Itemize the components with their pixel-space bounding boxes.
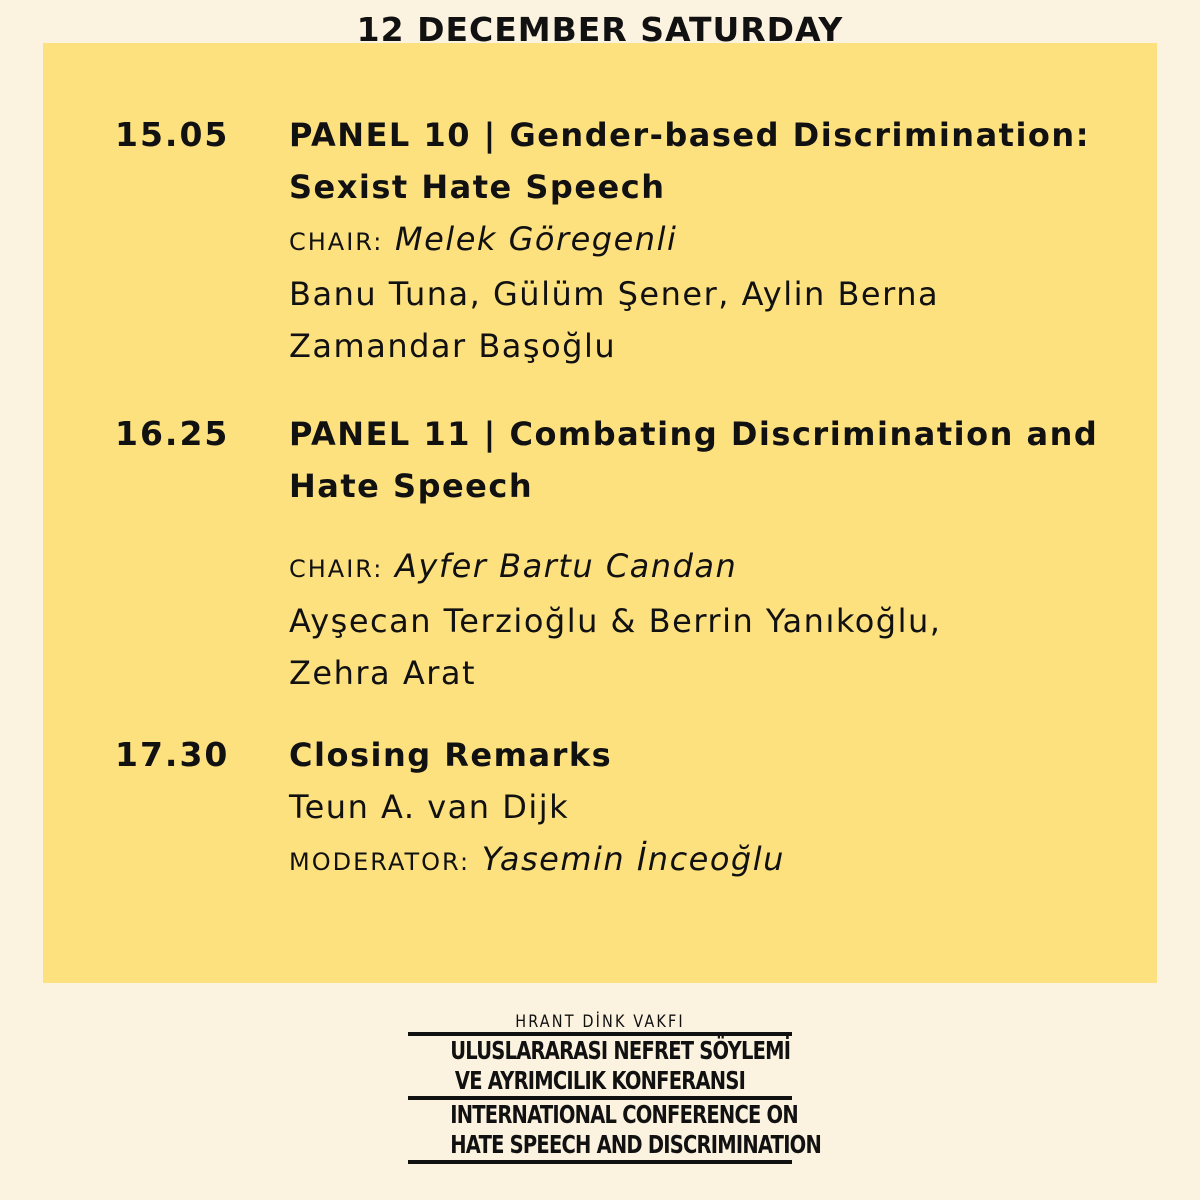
session-content <box>289 729 1109 888</box>
moderator-name: Yasemin İnceoğlu <box>481 840 785 878</box>
logo-org-name: HRANT DİNK VAKFI <box>515 1012 685 1032</box>
session-time: 15.05 <box>115 115 230 154</box>
logo-line-tr-1: ULUSLARARASI NEFRET SÖYLEMİ <box>450 1036 791 1065</box>
speakers-line1: Ayşecan Terzioğlu & Berrin Yanıkoğlu, <box>289 602 942 640</box>
chair-label: CHAIR: <box>289 555 384 583</box>
logo-line-en-1: INTERNATIONAL CONFERENCE ON <box>450 1100 798 1129</box>
speakers-line2: Zamandar Başoğlu <box>289 327 617 365</box>
speakers-line1: Banu Tuna, Gülüm Şener, Aylin Berna <box>289 275 940 313</box>
speakers-line2: Zehra Arat <box>289 654 477 692</box>
schedule-panel <box>43 43 1157 983</box>
session-time: 16.25 <box>115 414 230 453</box>
logo-line-tr-2: VE AYRIMCILIK KONFERANSI <box>454 1066 746 1095</box>
session-title-line1: PANEL 10 | Gender-based Discrimination: <box>289 116 1090 154</box>
session-time: 17.30 <box>115 735 230 774</box>
moderator-label: MODERATOR: <box>289 848 471 876</box>
session-title-line2: Sexist Hate Speech <box>289 168 666 206</box>
chair-name: Ayfer Bartu Candan <box>395 547 738 585</box>
logo-line-en-2: HATE SPEECH AND DISCRIMINATION <box>450 1130 822 1159</box>
date-heading: 12 DECEMBER SATURDAY <box>356 10 844 49</box>
session-content <box>289 408 1109 699</box>
session-content <box>289 109 1109 372</box>
moderator-line <box>289 833 1109 888</box>
session-title: Closing Remarks <box>289 736 613 774</box>
chair-name: Melek Göregenli <box>395 220 678 258</box>
chair-line <box>289 213 1109 268</box>
chair-label: CHAIR: <box>289 228 384 256</box>
session-title-line2: Hate Speech <box>289 467 534 505</box>
session-title-line1: PANEL 11 | Combating Discrimination and <box>289 415 1099 453</box>
logo-rule <box>408 1160 792 1164</box>
conference-logo <box>408 1012 822 1164</box>
chair-line <box>289 540 1109 595</box>
speaker-name: Teun A. van Dijk <box>289 788 570 826</box>
